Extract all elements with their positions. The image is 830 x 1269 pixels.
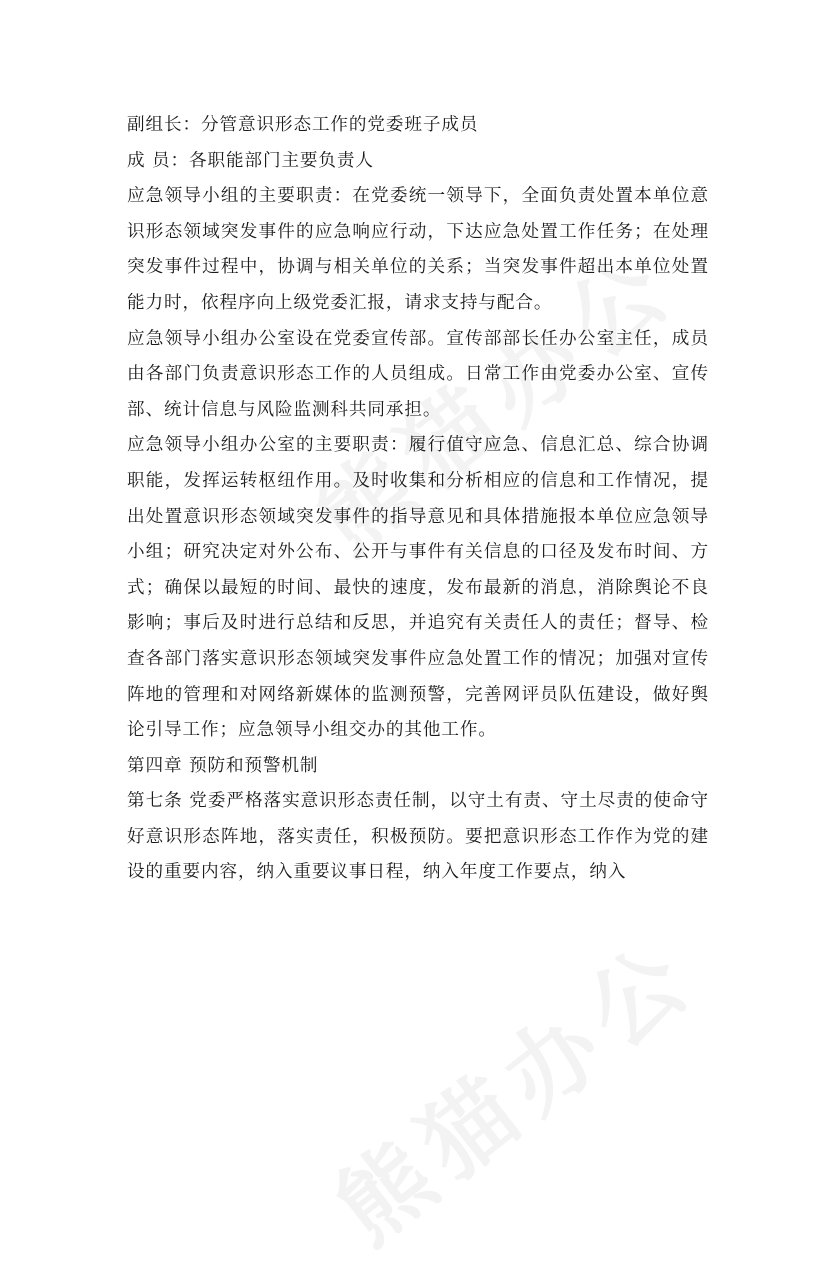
watermark (304, 903, 719, 1268)
chapter-heading: 第四章 预防和预警机制 (127, 755, 319, 776)
paragraph-office-setup: 应急领导小组办公室设在党委宣传部。宣传部部长任办公室主任，成员由各部门负责意识形态工作的人员组成。日常工作由党委办公室、宣传部、统计信息与风险监测科共同承担。 (127, 328, 709, 420)
paragraph-office-duties: 应急领导小组办公室的主要职责：履行值守应急、信息汇总、综合协调职能，发挥运转枢纽作用。及时收集和分析相应的信息和工作情况，提出处置意识形态领域突发事件的指导意见和具体措施报本单位应急领导小组；研究决定对外公布、公开与事件有关信息的口径及发布时间、方式；确保以最短的时间、最快的速度，发布最新的消息，消除舆论不良影响；事后及时进行总结和反思，并追究有关责任人的责任；督导、检查各部门落实意识形态领域突发事件应急处置工作的情况；加强对宣传阵地的管理和对网络新媒体的监测预警，完善网评员队伍建设，做好舆论引导工作；应急领导小组交办的其他工作。 (127, 435, 709, 741)
paragraph-article-seven: 第七条 党委严格落实意识形态责任制，以守土有责、守土尽责的使命守好意识形态阵地，落实责任，积极预防。要把意识形态工作作为党的建设的重要内容，纳入重要议事日程，纳入年度工作要点，纳入 (127, 791, 709, 883)
paragraph-deputy-leader: 副组长：分管意识形态工作的党委班子成员 (127, 115, 479, 135)
paragraph-leading-group-duties: 应急领导小组的主要职责：在党委统一领导下，全面负责处置本单位意识形态领域突发事件的应急响应行动，下达应急处置工作任务；在处理突发事件过程中，协调与相关单位的关系；当突发事件超出本单位处置能力时，依程序向上级党委汇报，请求支持与配合。 (127, 186, 709, 313)
document-body (127, 108, 709, 891)
paragraph-members: 成 员：各职能部门主要负责人 (127, 150, 374, 171)
